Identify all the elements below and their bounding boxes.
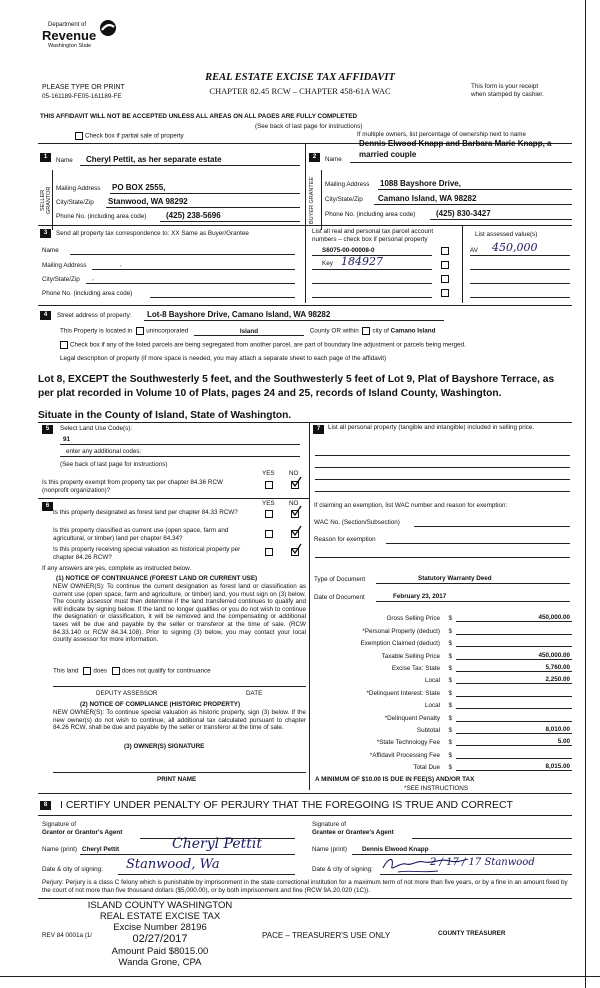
fee-value [456, 750, 572, 759]
buyer-phone: (425) 830-3427 [436, 209, 491, 218]
partial-sale-label: Check box if partial sale of property [85, 132, 184, 140]
historic-question: Is this property receiving special valuation as historical property per chapter 84.26 RCW? [53, 546, 241, 561]
fee-dollar: $ [448, 677, 452, 685]
warning-text: THIS AFFIDAVIT WILL NOT BE ACCEPTED UNLESS ALL AREAS ON ALL PAGES ARE FULLY COMPLETED [40, 113, 358, 120]
same-as-buyer: XX Same as Buyer/Grantee [171, 230, 249, 237]
additional-codes: enter any additional codes: [66, 448, 142, 455]
fee-value: 450,000.00 [456, 652, 572, 660]
fee-value: 5.00 [456, 738, 572, 746]
land-use-code: 91 [63, 436, 71, 443]
s3-phone-label: Phone No. (including area code) [42, 290, 133, 297]
fee-row [310, 746, 572, 758]
notice-2-body: NEW OWNER(S): To continue special valuation as historic property, sign (3) below. If the new owner(s) do not wish to continue, all additional tax calculated pursuant to chapter 84.26 RCW, shall be due and payable by the seller or transferor at the time of sale. [53, 709, 306, 732]
fee-label: *Affidavit Processing Fee [369, 751, 440, 759]
minimum-note: A MINIMUM OF $10.00 IS DUE IN FEE(S) AND/OR TAX [315, 776, 475, 783]
grantee-date-city: 2 / 17 / 17 Stanwood [430, 857, 535, 868]
historic-no-check-icon [290, 543, 302, 555]
fee-value [456, 713, 572, 722]
fee-value: 8,010.00 [456, 726, 572, 734]
fee-value [456, 700, 572, 709]
fee-row [310, 697, 572, 709]
current-use-question: Is this property classified as current use (open space, farm and agricultural, or timber) land per chapter 84.34? [53, 527, 229, 542]
parcel-2-personal-checkbox[interactable] [441, 261, 449, 269]
current-use-yes-checkbox[interactable] [265, 530, 273, 538]
stamp-line-3: Excise Number 28196 [113, 922, 207, 933]
legal-description-label: Legal description of property (if more space is needed, you may attach a separate sheet to each page of the affidavit) [60, 355, 387, 362]
av-handwritten: 450,000 [492, 241, 538, 254]
seller-city: Stanwood, WA 98292 [108, 197, 188, 206]
fee-label: Local [424, 677, 440, 685]
fee-label: Taxable Selling Price [381, 652, 440, 660]
parcel-3-personal-checkbox[interactable] [441, 275, 449, 283]
fee-label: *State Technology Fee [376, 739, 440, 747]
fee-label: Local [424, 702, 440, 710]
segregated-row [60, 341, 466, 349]
parcel-4-personal-checkbox[interactable] [441, 289, 449, 297]
grantor-date-city-label: Date & city of signing: [42, 866, 103, 873]
situate-text: Situate in the County of Island, State of Washington. [38, 410, 292, 421]
buyer-city: Camano Island, WA 98282 [378, 194, 477, 203]
logo-swoosh-icon [98, 18, 118, 38]
seller-name-label: Name [56, 157, 73, 164]
s3-city-value: , [92, 275, 94, 282]
grantee-sig-label-1: Signature of [312, 821, 346, 828]
buyer-name-label: Name [325, 156, 342, 163]
seller-side-label: SELLER GRANTOR [40, 186, 52, 214]
located-in-label: This Property is located in [60, 327, 133, 335]
fee-dollar: $ [448, 689, 452, 697]
grantor-name-label: Name (print) [42, 846, 77, 853]
segregated-label: Check box if any of the listed parcels are being segregated from another parcel, are part of boundary line adjustment or parcels being merged. [70, 341, 466, 349]
see-back-instructions: (See back of last page for instructions) [255, 123, 363, 130]
section-1-number: 1 [40, 153, 51, 162]
fee-row [310, 734, 572, 746]
fee-row [310, 722, 572, 734]
fee-dollar: $ [448, 726, 452, 734]
tax-correspondence-text: Send all property tax correspondence to: [56, 230, 170, 237]
city-of-checkbox[interactable] [362, 327, 370, 335]
multiple-owners-note: If multiple owners, list percentage of ownership next to name [357, 131, 527, 138]
parcel-header-1: List all real and personal tax parcel account [312, 228, 434, 235]
logo-line-3: Washington State [48, 43, 92, 49]
personal-property-label: List all personal property (tangible and intangible) included in selling price. [328, 424, 535, 431]
grantor-signature: Cheryl Pettit [172, 836, 262, 852]
this-land-label: This land [53, 667, 79, 675]
exemption-claim-label: If claiming an exemption, list WAC number and reason for exemption: [314, 502, 508, 509]
fee-row [310, 672, 572, 684]
buyer-phone-label: Phone No. (including area code) [325, 211, 416, 218]
fee-dollar: $ [448, 615, 452, 623]
does-not-label: does not qualify for continuance [121, 667, 211, 675]
receipt-note-1: This form is your receipt [471, 83, 539, 90]
fee-value [456, 626, 572, 635]
county-treasurer: COUNTY TREASURER [438, 930, 506, 937]
fee-row [310, 647, 572, 659]
buyer-side-label: BUYER GRANTEE [309, 176, 315, 224]
forest-no-check-icon [290, 505, 302, 517]
fee-label: Subtotal [416, 726, 440, 734]
form-code: 05-161189-FE05-161189-FE [42, 93, 122, 100]
seller-city-label: City/State/Zip [56, 199, 94, 206]
section-6-number: 6 [42, 502, 53, 511]
street-address: Lot-8 Bayshore Drive, Camano Island, WA 98282 [147, 310, 331, 319]
buyer-city-label: City/State/Zip [325, 196, 363, 203]
exempt-no-check-icon [290, 476, 302, 488]
tax-correspondence-label [56, 230, 249, 237]
legal-description: Lot 8, EXCEPT the Southwesterly 5 feet, and the Southwesterly 5 feet of Lot 9, Plat of Bayshore Terrace, as per plat recorded in Volume 10 of Plats, pages 24 and 25, records of Island County, Washington. [38, 374, 555, 399]
fee-value: 5,760.00 [456, 664, 572, 672]
fee-dollar: $ [448, 764, 452, 772]
section-7-number: 7 [313, 425, 324, 434]
county-or-within: County OR within [309, 327, 359, 335]
buyer-name-line-1: Dennis Elwood Knapp and Barbara Marie Knapp, a [359, 139, 552, 148]
s3-name-label: Name [42, 247, 59, 254]
exempt-yes-checkbox[interactable] [265, 481, 273, 489]
fee-value: 8,015.00 [456, 763, 572, 771]
s6-no: NO [289, 500, 299, 507]
rev-code: REV 84 0001a (1/ [42, 932, 93, 939]
segregated-checkbox[interactable] [60, 341, 68, 349]
section-4-number: 4 [40, 311, 51, 320]
fee-table [310, 610, 572, 771]
city-value: Camano Island [390, 327, 436, 335]
land-qualify-row [53, 667, 211, 675]
fee-value [456, 638, 572, 647]
deputy-assessor-label: DEPUTY ASSESSOR [96, 690, 158, 697]
stamp-line-4: 02/27/2017 [132, 933, 188, 945]
s5-yes: YES [262, 470, 275, 477]
seller-phone-label: Phone No. (including area code) [56, 213, 147, 220]
buyer-mailing-label: Mailing Address [325, 181, 370, 188]
stamp-line-1: ISLAND COUNTY WASHINGTON [87, 900, 233, 911]
dor-logo [42, 16, 112, 52]
exempt-question: Is this property exempt from property tax per chapter 84.36 RCW (nonprofit organization)? [42, 479, 223, 494]
fee-label: *Delinquent Penalty [384, 714, 440, 722]
fee-dollar: $ [448, 640, 452, 648]
land-does-not-checkbox[interactable] [112, 667, 120, 675]
grantee-name-print: Dennis Elwood Knapp [362, 846, 429, 853]
fee-label: *Delinquent Interest: State [366, 689, 440, 697]
does-label: does [93, 667, 107, 675]
please-type: PLEASE TYPE OR PRINT [42, 84, 125, 91]
fee-dollar: $ [448, 714, 452, 722]
receipt-note-2: when stamped by cashier. [471, 91, 544, 98]
notice-2-title: (2) NOTICE OF COMPLIANCE (HISTORIC PROPERTY) [80, 701, 241, 708]
print-name-label: PRINT NAME [157, 776, 197, 783]
if-any-yes: If any answers are yes, complete as instructed below. [42, 565, 192, 572]
fee-label: Excise Tax: State [391, 664, 440, 672]
street-address-label: Street address of property: [57, 312, 132, 319]
county-value: Island [194, 328, 304, 336]
section-8-number: 8 [40, 801, 51, 810]
city-of-label: city of [372, 327, 389, 335]
fee-dollar: $ [448, 652, 452, 660]
forest-yes-checkbox[interactable] [265, 510, 273, 518]
s3-mailing-value: , [120, 261, 122, 268]
unincorporated-checkbox[interactable] [136, 327, 144, 335]
notice-1-title: (1) NOTICE OF CONTINUANCE (FOREST LAND OR CURRENT USE) [56, 575, 258, 582]
assessed-value-header: List assessed value(s) [475, 231, 538, 238]
wac-label: WAC No. (Section/Subsection) [314, 519, 400, 526]
buyer-name-line-2: married couple [359, 150, 417, 159]
fee-dollar: $ [448, 627, 452, 635]
av-label: AV [470, 247, 478, 254]
seller-mailing: PO BOX 2555, [112, 183, 166, 192]
seller-phone: (425) 238-5696 [166, 211, 221, 220]
logo-line-1: Department of [48, 22, 87, 28]
partial-sale-checkbox[interactable] [75, 132, 83, 140]
fee-row [310, 759, 572, 771]
fee-dollar: $ [448, 664, 452, 672]
section-2-number: 2 [309, 153, 320, 162]
current-use-no-check-icon [290, 525, 302, 537]
doc-date: February 23, 2017 [393, 593, 447, 600]
fee-row [310, 635, 572, 647]
parcel-1-personal-checkbox[interactable] [441, 247, 449, 255]
fee-row [310, 684, 572, 696]
key-handwritten: 184927 [341, 255, 383, 268]
certify-statement: I CERTIFY UNDER PENALTY OF PERJURY THAT THE FOREGOING IS TRUE AND CORRECT [60, 799, 513, 811]
doc-date-label: Date of Document [314, 594, 365, 601]
seller-name: Cheryl Pettit, as her separate estate [86, 155, 222, 164]
buyer-mailing: 1088 Bayshore Drive, [380, 179, 461, 188]
fee-label: Gross Selling Price [386, 615, 440, 623]
grantee-name-label: Name (print) [312, 846, 347, 853]
grantor-name-print: Cheryl Pettit [82, 846, 120, 853]
reason-exemption-label: Reason for exemption [314, 536, 376, 543]
located-in-row [60, 327, 580, 336]
grantee-sig-label-2: Grantee or Grantee's Agent [312, 829, 394, 836]
s5-see-back: (See back of last page for instructions) [60, 461, 168, 468]
grantor-sig-label-1: Signature of [42, 821, 76, 828]
parcel-number: S6075-00-00008-0 [322, 247, 375, 254]
grantor-date-city: Stanwood, Wa [126, 857, 220, 872]
owner-signature-label: (3) OWNER(S) SIGNATURE [124, 743, 205, 750]
fee-dollar: $ [448, 751, 452, 759]
perjury-note: Perjury: Perjury is a class C felony which is punishable by imprisonment in the state correctional institution for a maximum term of not more than five years, or by a fine in an amount fixed by the court of not more than five thousand dollars ($5,000.00), or by both imprisonment and fine (RCW 9A.20.020 (1C)). [42, 879, 568, 894]
grantor-sig-label-2: Grantor or Grantor's Agent [42, 829, 123, 836]
fee-row [310, 709, 572, 721]
s3-mailing-label: Mailing Address [42, 262, 87, 269]
treasurer-use-only: PACE – TREASURER'S USE ONLY [262, 931, 391, 940]
unincorporated-label: unincorporated [146, 327, 189, 335]
stamp-line-6: Wanda Grone, CPA [118, 957, 202, 968]
fee-row [310, 660, 572, 672]
doc-type-label: Type of Document [314, 576, 366, 583]
fee-dollar: $ [448, 702, 452, 710]
key-label: Key [322, 260, 333, 267]
fee-value: 450,000.00 [456, 614, 572, 622]
section-5-number: 5 [42, 425, 53, 434]
stamp-line-5: Amount Paid $8015.00 [111, 946, 209, 957]
land-use-label: Select Land Use Code(s): [60, 425, 133, 432]
fee-row [310, 610, 572, 622]
partial-sale [75, 132, 184, 140]
fee-dollar: $ [448, 739, 452, 747]
parcel-header-2: numbers – check box if personal property [312, 236, 428, 243]
form-subtitle: CHAPTER 82.45 RCW – CHAPTER 458-61A WAC [209, 86, 391, 96]
fee-label: Total Due [413, 764, 440, 772]
s6-yes: YES [262, 500, 275, 507]
forest-land-question: Is this property designated as forest land per chapter 84.33 RCW? [53, 509, 238, 516]
fee-row [310, 622, 572, 634]
logo-line-2: Revenue [42, 28, 97, 43]
stamp-line-2: REAL ESTATE EXCISE TAX [99, 911, 221, 922]
land-does-checkbox[interactable] [83, 667, 91, 675]
assessor-date-label: DATE [246, 690, 263, 697]
s3-city-label: City/State/Zip [42, 276, 80, 283]
s5-no: NO [289, 470, 299, 477]
grantee-date-city-label: Date & city of signing: [312, 866, 373, 873]
notice-1-body: NEW OWNER(S): To continue the current designation as forest land or classification as current use (open space, farm and agriculture, or timber) land, you must sign on (3) below. The county assessor must then determine if the land transferred continues to qualify and will indicate by signing below. If the land no longer qualifies or you do not wish to continue the designation or classification, it will be removed and the compensating or additional taxes will be due and payable by the seller or transferor at the time of sale. (RCW 84.33.140 or RCW 84.34.108). Prior to signing (3) below, you may contact your local county assessor for more information. [53, 583, 306, 644]
fee-label: *Personal Property (deduct) [362, 627, 440, 635]
section-3-number: 3 [40, 229, 51, 238]
doc-type: Statutory Warranty Deed [418, 575, 492, 582]
form-title: REAL ESTATE EXCISE TAX AFFIDAVIT [205, 72, 395, 83]
historic-yes-checkbox[interactable] [265, 548, 273, 556]
fee-value [456, 688, 572, 697]
see-instructions: *SEE INSTRUCTIONS [404, 785, 469, 792]
fee-label: Exemption Claimed (deduct) [360, 640, 440, 648]
seller-mailing-label: Mailing Address [56, 185, 101, 192]
fee-value: 2,250.00 [456, 676, 572, 684]
